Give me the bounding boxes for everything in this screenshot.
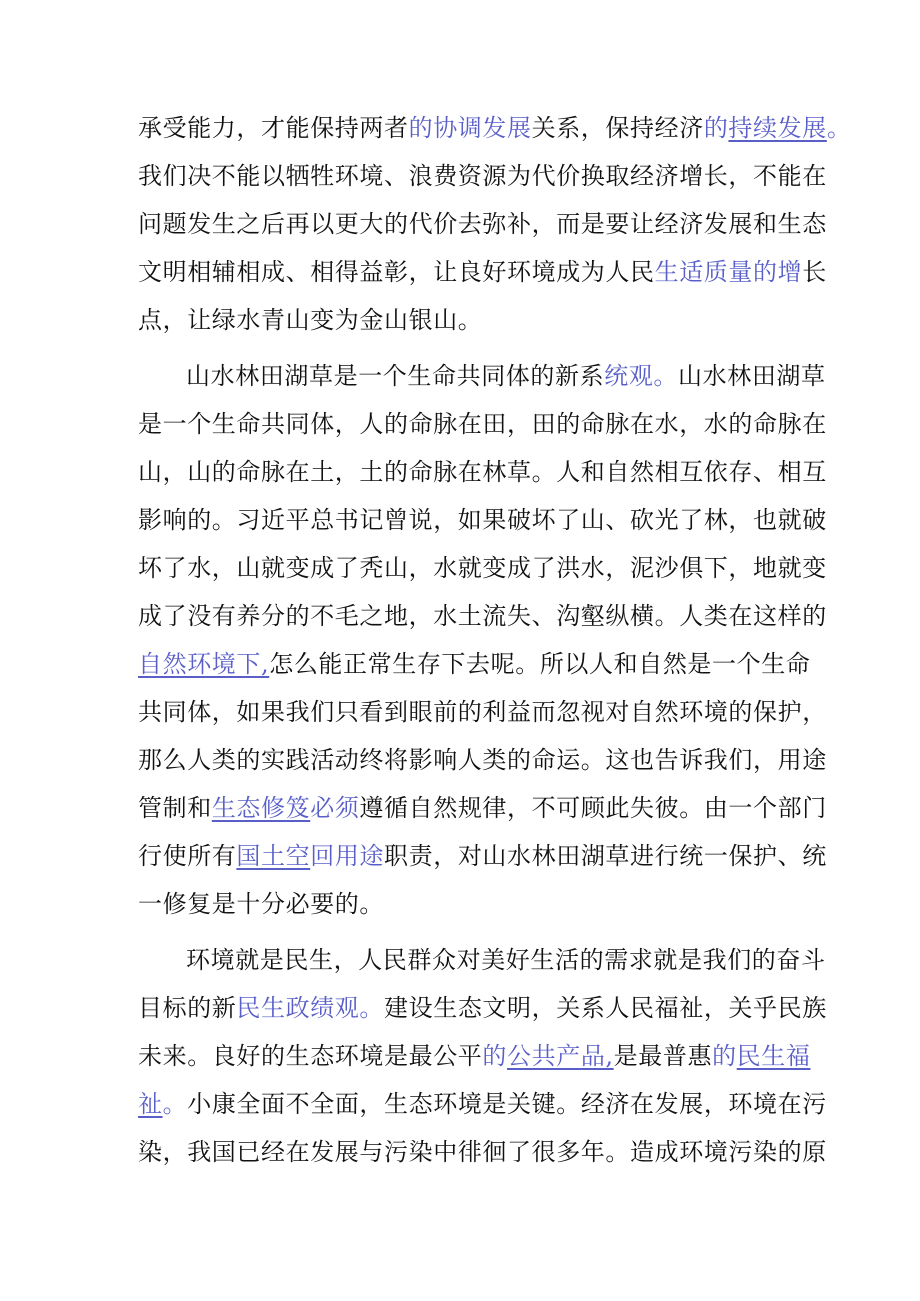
text-run: 山水林田湖草是一个生命共同体的新系 [186, 362, 605, 390]
highlighted-text: 统观。 [604, 362, 679, 390]
text-line [138, 640, 811, 688]
text-run: 遵循自然规律，不可顾此失彼。由一个部门 [359, 794, 827, 822]
text-line [138, 496, 827, 544]
text-line [138, 400, 827, 448]
text-line [138, 200, 827, 248]
text-line [138, 152, 827, 200]
text-run: 山水林田湖草 [678, 362, 826, 390]
highlighted-text: 生态修笈 [211, 794, 311, 822]
text-run: 环境就是民生，人民群众对美好生活的需求就是我们的奋斗 [186, 946, 826, 974]
highlighted-text: 回用途 [310, 842, 385, 870]
highlighted-text: 祉 [138, 1090, 163, 1118]
text-line [138, 736, 827, 784]
text-run: 是最普惠 [613, 1042, 713, 1070]
text-line [138, 352, 826, 400]
text-line [138, 784, 827, 832]
paragraph [138, 104, 852, 344]
text-run: 承受能力，才能保持两者 [138, 114, 409, 142]
text-run: 我们决不能以牺牲环境、浪费资源为代价换取经济增长，不能在 [138, 162, 827, 190]
text-run: 小康全面不全面，生态环境是关键。经济在发展，环境在污 [187, 1090, 827, 1118]
highlighted-text: 。 [162, 1090, 188, 1118]
text-line [138, 1128, 827, 1176]
text-run: 目标的新 [138, 994, 237, 1022]
text-run: 管制和 [138, 794, 212, 822]
highlighted-text: 的 [703, 114, 729, 142]
text-run: 那么人类的实践活动终将影响人类的命运。这也告诉我们，用途 [138, 746, 827, 774]
highlighted-text: 生适质量的增 [654, 258, 803, 286]
text-run: 影响的。习近平总书记曾说，如果破坏了山、砍光了林，也就破 [138, 506, 827, 534]
text-run: 染，我国已经在发展与污染中徘徊了很多年。造成环境污染的原 [138, 1138, 827, 1166]
text-line [138, 880, 788, 928]
document-body [138, 104, 852, 1176]
highlighted-text: 的 [712, 1042, 737, 1070]
text-run: 职责，对山水林田湖草进行统一保护、统 [384, 842, 827, 870]
text-line [138, 1032, 811, 1080]
text-line [138, 936, 826, 984]
highlighted-text: 民生政绩观。 [236, 994, 385, 1022]
highlighted-text: 的协调发展 [408, 114, 532, 142]
highlighted-text: 国土空 [236, 842, 311, 870]
text-run: 文明相辅相成、相得益彰，让良好环境成为人民 [138, 258, 655, 286]
text-run: 怎么能正常生存下去呢。所以人和自然是一个生命 [269, 650, 811, 678]
text-line [138, 104, 852, 152]
text-run: 是一个生命共同体，人的命脉在田，田的命脉在水，水的命脉在 [138, 410, 827, 438]
highlighted-text: 自然环境下, [138, 650, 270, 678]
highlighted-text: 必须 [310, 794, 360, 822]
text-line [138, 984, 827, 1032]
text-run: 山，山的命脉在土，土的命脉在林草。人和自然相互依存、相互 [138, 458, 827, 486]
text-line [138, 832, 827, 880]
text-run: 问题发生之后再以更大的代价去弥补，而是要让经济发展和生态 [138, 210, 827, 238]
text-run: 长 [802, 258, 827, 286]
highlighted-text: 公共产品, [507, 1042, 614, 1070]
highlighted-text: 。 [826, 114, 852, 142]
text-line [138, 248, 827, 296]
text-run: 关系，保持经济 [531, 114, 704, 142]
text-line [138, 296, 788, 344]
text-run: 点，让绿水青山变为金山银山。 [138, 306, 483, 334]
text-line [138, 448, 827, 496]
text-run: 行使所有 [138, 842, 237, 870]
text-run: 未来。良好的生态环境是最公平 [138, 1042, 483, 1070]
paragraph [138, 936, 827, 1176]
text-line [138, 1080, 827, 1128]
text-run: 成了没有养分的不毛之地，水土流失、沟壑纵横。人类在这样的 [138, 602, 827, 630]
text-line [138, 592, 827, 640]
paragraph [138, 352, 827, 928]
text-line [138, 544, 827, 592]
text-run: 共同体，如果我们只看到眼前的利益而忽视对自然环境的保护， [138, 698, 827, 726]
highlighted-text: 民生福 [736, 1042, 811, 1070]
text-run: 一修复是十分必要的。 [138, 890, 384, 918]
text-line [138, 688, 827, 736]
highlighted-text: 持续发展 [728, 114, 827, 142]
text-run: 建设生态文明，关系人民福祉，关乎民族 [384, 994, 827, 1022]
highlighted-text: 的 [482, 1042, 508, 1070]
text-run: 坏了水，山就变成了秃山，水就变成了洪水，泥沙俱下，地就变 [138, 554, 827, 582]
